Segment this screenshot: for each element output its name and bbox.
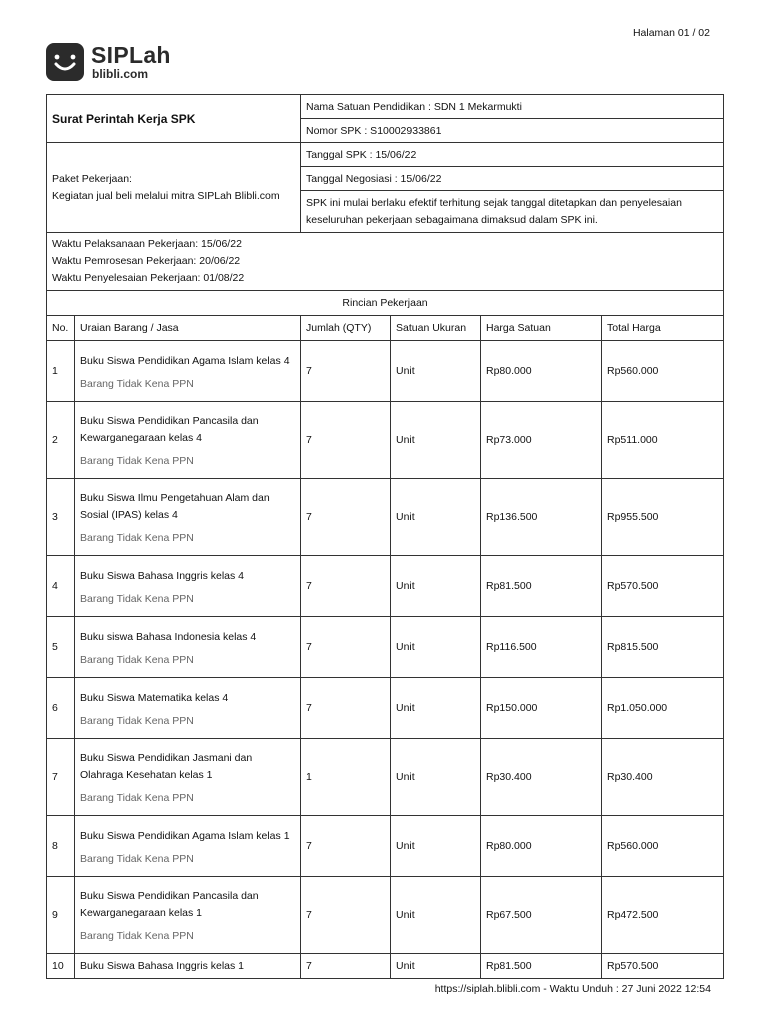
item-unit: Unit <box>391 954 481 979</box>
item-tax-status: Barang Tidak Kena PPN <box>80 714 194 727</box>
download-footer: https://siplah.blibli.com - Waktu Unduh : 27 Juni 2022 12:54 <box>434 983 711 995</box>
item-name-line: Buku Siswa Pendidikan Agama Islam kelas 4 <box>80 354 290 367</box>
item-number: 8 <box>47 816 75 877</box>
item-total-price: Rp511.000 <box>602 402 724 479</box>
item-unit-price: Rp80.000 <box>481 341 602 402</box>
logo-title: SIPLah <box>91 42 171 68</box>
item-description <box>75 877 301 954</box>
item-name-line: Buku Siswa Bahasa Inggris kelas 1 <box>80 959 245 972</box>
item-total-price: Rp1.050.000 <box>602 678 724 739</box>
item-quantity: 7 <box>301 617 391 678</box>
item-total-price: Rp30.400 <box>602 739 724 816</box>
table-row <box>47 479 724 556</box>
item-tax-status: Barang Tidak Kena PPN <box>80 532 194 544</box>
processing-time: Waktu Pemrosesan Pekerjaan: 20/06/22 <box>52 255 241 267</box>
table-row <box>47 341 724 402</box>
item-unit-price: Rp136.500 <box>481 479 602 556</box>
item-unit-price: Rp67.500 <box>481 877 602 954</box>
item-unit-price: Rp80.000 <box>481 816 602 877</box>
item-unit-price: Rp81.500 <box>481 556 602 617</box>
item-quantity: 7 <box>301 877 391 954</box>
item-description <box>75 617 301 678</box>
item-description <box>75 479 301 556</box>
item-quantity: 1 <box>301 739 391 816</box>
item-unit: Unit <box>391 402 481 479</box>
item-number: 2 <box>47 402 75 479</box>
item-total-price: Rp570.500 <box>602 556 724 617</box>
item-total-price: Rp815.500 <box>602 617 724 678</box>
logo-subtitle: blibli.com <box>92 67 149 81</box>
item-unit: Unit <box>391 678 481 739</box>
item-unit: Unit <box>391 479 481 556</box>
item-name-line: Buku Siswa Pendidikan Pancasila dan <box>80 415 259 427</box>
spk-header-table <box>46 94 724 291</box>
item-unit: Unit <box>391 816 481 877</box>
item-number: 5 <box>47 617 75 678</box>
item-quantity: 7 <box>301 341 391 402</box>
column-header: Harga Satuan <box>481 316 602 341</box>
spk-number: Nomor SPK : S10002933861 <box>301 119 724 143</box>
table-row <box>47 617 724 678</box>
column-header: No. <box>47 316 75 341</box>
item-number: 1 <box>47 341 75 402</box>
schedule-cell <box>47 233 724 291</box>
item-tax-status: Barang Tidak Kena PPN <box>80 792 194 804</box>
item-name-line: Buku Siswa Pendidikan Jasmani dan <box>80 752 253 764</box>
package-cell <box>47 143 301 233</box>
item-unit-price: Rp81.500 <box>481 954 602 979</box>
item-name-line: Kewarganegaraan kelas 4 <box>80 432 203 444</box>
item-number: 6 <box>47 678 75 739</box>
item-name-line: Sosial (IPAS) kelas 4 <box>80 509 178 521</box>
item-total-price: Rp560.000 <box>602 816 724 877</box>
item-unit-price: Rp73.000 <box>481 402 602 479</box>
siplah-logo <box>46 43 176 83</box>
table-row <box>47 954 724 979</box>
item-description <box>75 739 301 816</box>
item-quantity: 7 <box>301 678 391 739</box>
validity-note: SPK ini mulai berlaku efektif terhitung sejak tanggal ditetapkan dan penyelesaian keseluruhan pekerjaan sebagaimana dimaksud dalam SPK ini. <box>301 191 724 233</box>
item-quantity: 7 <box>301 556 391 617</box>
completion-time: Waktu Penyelesaian Pekerjaan: 01/08/22 <box>52 272 245 284</box>
item-description <box>75 954 301 979</box>
item-unit: Unit <box>391 341 481 402</box>
shopping-bag-icon <box>46 43 84 81</box>
item-number: 7 <box>47 739 75 816</box>
item-name-line: Buku Siswa Ilmu Pengetahuan Alam dan <box>80 492 270 504</box>
school-name: Nama Satuan Pendidikan : SDN 1 Mekarmukti <box>301 95 724 119</box>
item-unit-price: Rp150.000 <box>481 678 602 739</box>
item-unit: Unit <box>391 739 481 816</box>
details-title: Rincian Pekerjaan <box>47 291 724 316</box>
column-header: Total Harga <box>602 316 724 341</box>
item-total-price: Rp472.500 <box>602 877 724 954</box>
item-total-price: Rp570.500 <box>602 954 724 979</box>
item-name-line: Buku Siswa Pendidikan Pancasila dan <box>80 890 259 902</box>
item-tax-status: Barang Tidak Kena PPN <box>80 852 194 865</box>
column-header: Jumlah (QTY) <box>301 316 391 341</box>
item-tax-status: Barang Tidak Kena PPN <box>80 455 194 467</box>
item-tax-status: Barang Tidak Kena PPN <box>80 653 194 666</box>
item-quantity: 7 <box>301 954 391 979</box>
work-details-table <box>46 290 724 979</box>
item-quantity: 7 <box>301 479 391 556</box>
item-quantity: 7 <box>301 402 391 479</box>
item-description <box>75 341 301 402</box>
item-unit-price: Rp30.400 <box>481 739 602 816</box>
item-unit: Unit <box>391 617 481 678</box>
execution-time: Waktu Pelaksanaan Pekerjaan: 15/06/22 <box>52 238 242 250</box>
item-number: 9 <box>47 877 75 954</box>
negotiation-date: Tanggal Negosiasi : 15/06/22 <box>301 167 724 191</box>
item-unit: Unit <box>391 877 481 954</box>
item-total-price: Rp955.500 <box>602 479 724 556</box>
column-header: Satuan Ukuran <box>391 316 481 341</box>
table-row <box>47 877 724 954</box>
spk-title-cell <box>47 95 301 143</box>
item-quantity: 7 <box>301 816 391 877</box>
table-row <box>47 678 724 739</box>
page-number: Halaman 01 / 02 <box>632 27 710 39</box>
item-description <box>75 678 301 739</box>
spk-date: Tanggal SPK : 15/06/22 <box>301 143 724 167</box>
table-row <box>47 556 724 617</box>
item-unit: Unit <box>391 556 481 617</box>
table-row <box>47 402 724 479</box>
item-number: 10 <box>47 954 75 979</box>
item-description <box>75 556 301 617</box>
item-unit-price: Rp116.500 <box>481 617 602 678</box>
package-label: Paket Pekerjaan: <box>52 172 132 185</box>
item-name-line: Buku Siswa Pendidikan Agama Islam kelas 1 <box>80 829 290 842</box>
item-description <box>75 402 301 479</box>
item-description <box>75 816 301 877</box>
item-name-line: Kewarganegaraan kelas 1 <box>80 907 203 919</box>
item-name-line: Buku siswa Bahasa Indonesia kelas 4 <box>80 630 257 643</box>
item-tax-status: Barang Tidak Kena PPN <box>80 592 194 605</box>
spk-title: Surat Perintah Kerja SPK <box>52 111 196 126</box>
column-header: Uraian Barang / Jasa <box>75 316 301 341</box>
item-name-line: Buku Siswa Matematika kelas 4 <box>80 691 229 704</box>
item-total-price: Rp560.000 <box>602 341 724 402</box>
package-description: Kegiatan jual beli melalui mitra SIPLah Blibli.com <box>52 189 280 202</box>
item-tax-status: Barang Tidak Kena PPN <box>80 377 194 390</box>
item-name-line: Buku Siswa Bahasa Inggris kelas 4 <box>80 569 245 582</box>
item-number: 4 <box>47 556 75 617</box>
item-name-line: Olahraga Kesehatan kelas 1 <box>80 769 213 781</box>
item-number: 3 <box>47 479 75 556</box>
item-tax-status: Barang Tidak Kena PPN <box>80 930 194 942</box>
table-row <box>47 739 724 816</box>
table-row <box>47 816 724 877</box>
